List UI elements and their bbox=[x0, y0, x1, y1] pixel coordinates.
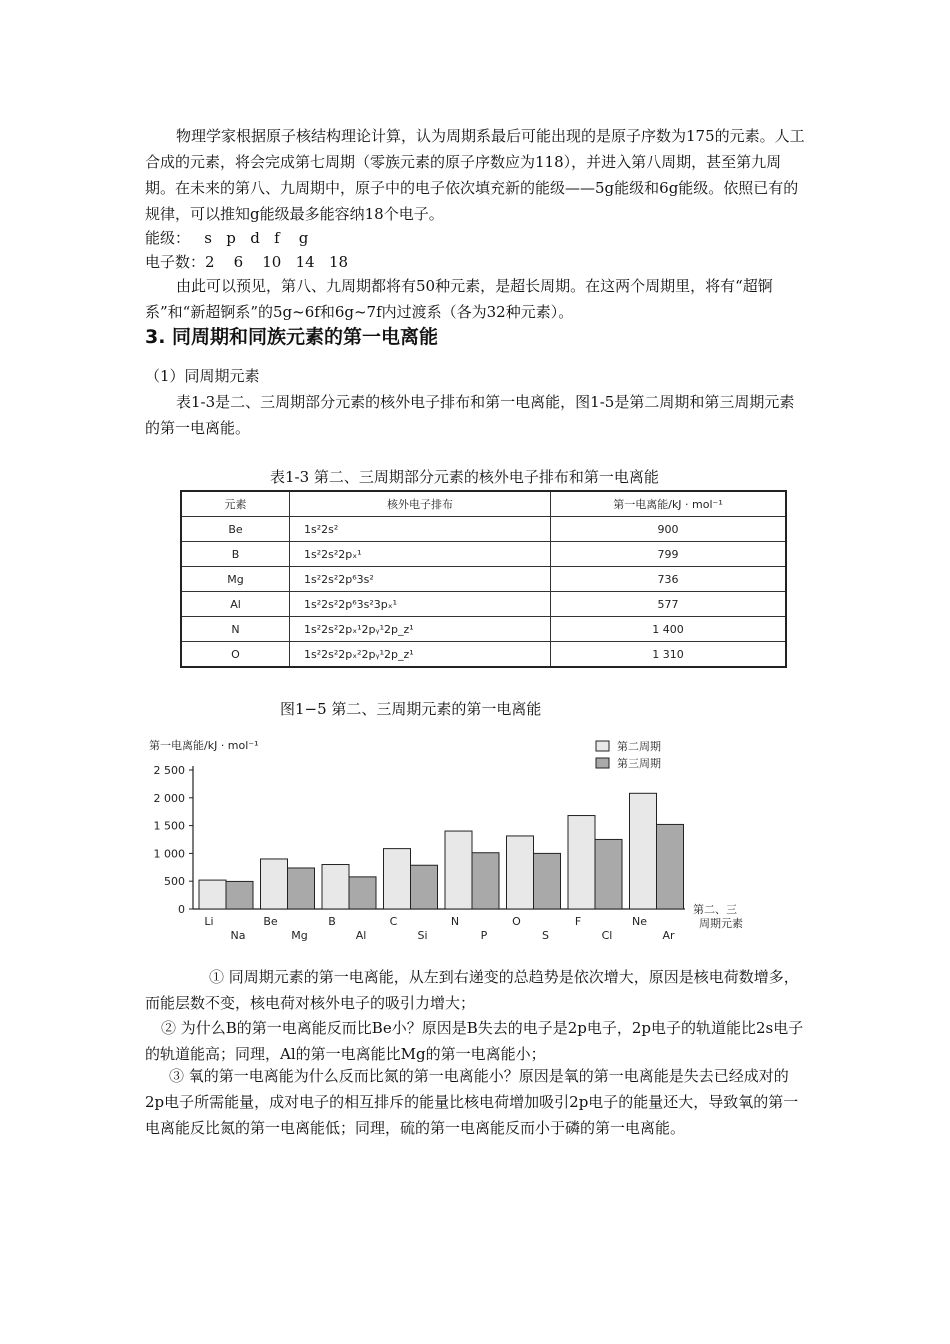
ionization-table bbox=[180, 490, 787, 668]
table-row bbox=[181, 592, 786, 617]
bar-period-2 bbox=[630, 793, 657, 909]
x-label-period-2: N bbox=[450, 915, 460, 928]
x-label-period-2: Ne bbox=[632, 915, 647, 928]
table-row bbox=[181, 517, 786, 542]
x-label-period-3: Mg bbox=[291, 929, 308, 942]
bar-period-2 bbox=[445, 831, 472, 909]
bar-period-3 bbox=[288, 868, 315, 909]
cell-config: 1s²2s²2p⁶3s² bbox=[290, 567, 551, 592]
x-label-period-3: Al bbox=[355, 929, 367, 942]
bar-period-2 bbox=[322, 865, 349, 909]
y-tick-label: 500 bbox=[164, 875, 185, 889]
x-label-period-2: B bbox=[328, 915, 336, 928]
ionization-bar-chart bbox=[145, 732, 805, 947]
header-element: 元素 bbox=[181, 491, 290, 517]
x-label-period-2: F bbox=[574, 915, 582, 928]
table-header-row bbox=[181, 491, 786, 517]
legend-label-period-2: 第二周期 bbox=[617, 740, 661, 753]
bar-period-3 bbox=[657, 824, 684, 909]
bar-period-3 bbox=[595, 839, 622, 909]
header-ie: 第一电离能/kJ · mol⁻¹ bbox=[551, 491, 787, 517]
x-label-period-3: Na bbox=[230, 929, 246, 942]
x-label-period-2: C bbox=[389, 915, 398, 928]
figure-caption: 图1−5 第二、三周期元素的第一电离能 bbox=[280, 700, 542, 718]
y-tick-label: 0 bbox=[178, 903, 185, 916]
x-axis-label-line-2: 周期元素 bbox=[699, 917, 743, 930]
cell-config: 1s²2s²2pₓ¹2pᵧ¹2p_z¹ bbox=[290, 617, 551, 642]
cell-config: 1s²2s²2pₓ²2pᵧ¹2p_z¹ bbox=[290, 642, 551, 668]
cell-ie: 577 bbox=[551, 592, 787, 617]
cell-element: Be bbox=[181, 517, 290, 542]
bar-period-3 bbox=[349, 877, 376, 909]
bar-period-3 bbox=[411, 865, 438, 909]
x-label-period-2: Be bbox=[263, 915, 278, 928]
section-heading: 3. 同周期和同族元素的第一电离能 bbox=[145, 326, 439, 348]
cell-element: B bbox=[181, 542, 290, 567]
x-axis-label-line-1: 第二、三 bbox=[693, 903, 737, 916]
bar-period-3 bbox=[472, 853, 499, 909]
section-intro: 表1-3是二、三周期部分元素的核外电子排布和第一电离能，图1-5是第二周期和第三周期元素的第一电离能。 bbox=[145, 393, 795, 437]
cell-config: 1s²2s² bbox=[290, 517, 551, 542]
bar-period-2 bbox=[199, 880, 226, 909]
table-row bbox=[181, 567, 786, 592]
bar-period-3 bbox=[534, 853, 561, 909]
table-row bbox=[181, 542, 786, 567]
note-1: ① 同周期元素的第一电离能，从左到右递变的总趋势是依次增大，原因是核电荷数增多，而能层数不变，核电荷对核外电子的吸引力增大； bbox=[145, 968, 799, 1012]
legend-swatch-period-2 bbox=[596, 741, 609, 751]
cell-ie: 900 bbox=[551, 517, 787, 542]
y-tick-label: 1 500 bbox=[153, 819, 185, 833]
x-label-period-2: Li bbox=[204, 915, 214, 928]
cell-config: 1s²2s²2pₓ¹ bbox=[290, 542, 551, 567]
y-tick-label: 1 000 bbox=[153, 847, 185, 861]
y-tick-label: 2 500 bbox=[153, 764, 185, 777]
table-row bbox=[181, 642, 786, 668]
cell-ie: 1 400 bbox=[551, 617, 787, 642]
energy-levels-line: 能级： s p d f g bbox=[145, 229, 309, 247]
bar-period-2 bbox=[507, 836, 534, 909]
x-label-period-3: P bbox=[480, 929, 488, 942]
header-config: 核外电子排布 bbox=[290, 491, 551, 517]
cell-element: Al bbox=[181, 592, 290, 617]
cell-ie: 799 bbox=[551, 542, 787, 567]
bar-period-3 bbox=[226, 881, 253, 909]
note-2: ② 为什么B的第一电离能反而比Be小？原因是B失去的电子是2p电子，2p电子的轨道能比2s电子的轨道能高；同理，Al的第一电离能比Mg的第一电离能小； bbox=[145, 1019, 804, 1063]
y-axis-label: 第一电离能/kJ · mol⁻¹ bbox=[149, 739, 259, 752]
intro-paragraph-2: 由此可以预见，第八、九周期都将有50种元素，是超长周期。在这两个周期里，将有“超锕系”和“新超锕系”的5g~6f和6g~7f内过渡系（各为32种元素）。 bbox=[145, 277, 773, 321]
cell-element: N bbox=[181, 617, 290, 642]
bar-period-2 bbox=[261, 859, 288, 909]
y-tick-label: 2 000 bbox=[153, 791, 185, 805]
cell-config: 1s²2s²2p⁶3s²3pₓ¹ bbox=[290, 592, 551, 617]
cell-element: O bbox=[181, 642, 290, 668]
x-label-period-3: Cl bbox=[601, 929, 613, 942]
table-caption: 表1-3 第二、三周期部分元素的核外电子排布和第一电离能 bbox=[270, 468, 659, 486]
bar-period-2 bbox=[384, 849, 411, 909]
electron-count-line: 电子数：2 6 10 14 18 bbox=[145, 253, 349, 271]
x-label-period-2: O bbox=[512, 915, 521, 928]
legend-swatch-period-3 bbox=[596, 758, 609, 768]
intro-paragraph-1: 物理学家根据原子核结构理论计算，认为周期系最后可能出现的是原子序数为175的元素。人工合成的元素，将会完成第七周期（零族元素的原子序数应为118），并进入第八周期，甚至第九周期。在未来的第八、九周期中，原子中的电子依次填充新的能级——5g能级和6g能级。依照已有的规律，可以推知g能级最多能容纳18个电子。 bbox=[145, 127, 805, 223]
bar-period-2 bbox=[568, 816, 595, 909]
x-label-period-3: Ar bbox=[662, 929, 675, 942]
note-3: ③ 氧的第一电离能为什么反而比氮的第一电离能小？原因是氧的第一电离能是失去已经成对的2p电子所需能量，成对电子的相互排斥的能量比核电荷增加吸引2p电子的能量还大，导致氧的第一电离能反比氮的第一电离能低；同理，硫的第一电离能反而小于磷的第一电离能。 bbox=[145, 1067, 799, 1137]
x-label-period-3: S bbox=[542, 929, 549, 942]
cell-element: Mg bbox=[181, 567, 290, 592]
x-label-period-3: Si bbox=[417, 929, 428, 942]
cell-ie: 1 310 bbox=[551, 642, 787, 668]
legend-label-period-3: 第三周期 bbox=[617, 757, 661, 770]
subsection-title: （1）同周期元素 bbox=[145, 367, 260, 385]
table-row bbox=[181, 617, 786, 642]
cell-ie: 736 bbox=[551, 567, 787, 592]
